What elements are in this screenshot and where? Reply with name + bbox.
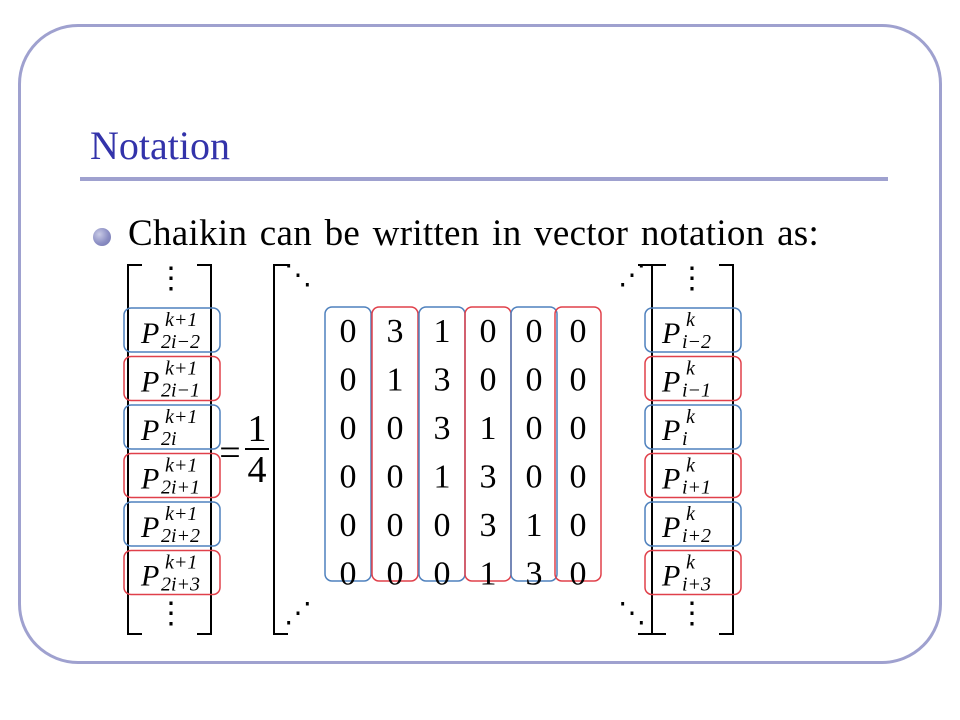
matrix-cell: 0 [479,313,497,350]
left-vector-vdots-bottom: ⋮ [156,597,186,630]
fraction-denominator: 4 [247,449,267,491]
matrix-ddots-bottom-right: ⋱ [618,598,646,629]
left-vector-entry-superscript: k+1 [165,454,198,477]
matrix-cell: 3 [479,507,497,544]
matrix-cell: 0 [569,313,587,350]
left-vector-entry-superscript: k+1 [165,503,198,525]
right-vector-entry-superscript: k [686,357,695,380]
left-vector-entry-subscript: 2i−2 [161,331,201,353]
matrix-cell: 0 [525,410,543,447]
left-vector-entry-symbol: P [141,414,160,447]
right-vector-entry-superscript: k [686,454,695,477]
right-vector-entry-symbol: P [662,462,681,496]
matrix-cell: 0 [386,410,404,447]
matrix-cell: 0 [569,458,587,496]
matrix-cell: 1 [433,313,451,350]
matrix-cell: 0 [339,555,357,593]
matrix-udots-bottom-left: ⋰ [284,598,312,629]
right-vector-entry-symbol: P [662,559,681,593]
left-vector-entry-superscript: k+1 [165,551,198,574]
matrix-cell: 0 [339,410,357,447]
right-vector-entry-subscript: i−1 [682,379,712,402]
right-vector-entry-subscript: i−2 [682,331,712,353]
left-vector-entry-symbol: P [141,462,160,496]
matrix-udots-top-right: ⋰ [618,260,646,291]
matrix-cell: 3 [433,410,451,447]
left-vector-entry-subscript: 2i+3 [161,573,201,596]
right-vector-entry-symbol: P [662,511,681,544]
slide-title: Notation [90,123,230,168]
left-vector-entry-superscript: k+1 [165,309,198,331]
left-vector-entry-symbol: P [141,365,160,399]
matrix-cell: 3 [386,313,404,350]
matrix-cell: 1 [479,410,497,447]
right-vector-vdots-bottom: ⋮ [677,597,707,630]
right-vector-entry-superscript: k [686,551,695,574]
left-vector-entry-symbol: P [141,559,160,593]
matrix-cell: 1 [386,361,404,399]
matrix-cell: 3 [433,361,451,399]
matrix-cell: 0 [386,507,404,544]
right-vector-entry-symbol: P [662,365,681,399]
right-vector-entry-superscript: k [686,503,695,525]
matrix-cell: 0 [433,507,451,544]
left-vector-entry-symbol: P [141,317,160,350]
left-vector-entry-subscript: 2i [161,428,177,450]
right-vector-entry-subscript: i [682,428,688,450]
bullet-text: Chaikin can be written in vector notation as: [128,213,820,254]
left-vector-entry-subscript: 2i+2 [161,525,201,547]
left-vector-entry-superscript: k+1 [165,406,198,428]
matrix-cell: 0 [386,458,404,496]
matrix-open-bracket [274,265,288,634]
fraction-numerator: 1 [247,408,267,450]
matrix-cell: 3 [525,555,543,593]
matrix-cell: 1 [433,458,451,496]
equals-sign: = [219,432,241,474]
left-vector-entry-symbol: P [141,511,160,544]
matrix-cell: 0 [339,458,357,496]
matrix-cell: 0 [339,507,357,544]
matrix-cell: 0 [525,361,543,399]
matrix-cell: 0 [525,458,543,496]
right-vector-entry-subscript: i+2 [682,525,712,547]
left-vector-entry-subscript: 2i+1 [161,476,201,499]
left-vector-entry-subscript: 2i−1 [161,379,201,402]
matrix-cell: 1 [525,507,543,544]
matrix-cell: 1 [479,555,497,593]
right-vector-entry-subscript: i+1 [682,476,712,499]
matrix-cell: 0 [339,361,357,399]
right-vector-vdots-top: ⋮ [677,262,707,295]
right-vector-entry-subscript: i+3 [682,573,712,596]
matrix-cell: 0 [386,555,404,593]
matrix-cell: 0 [525,313,543,350]
right-vector-entry-symbol: P [662,414,681,447]
matrix-cell: 3 [479,458,497,496]
left-vector-entry-superscript: k+1 [165,357,198,380]
right-vector-entry-superscript: k [686,309,695,331]
right-vector-entry-symbol: P [662,317,681,350]
matrix-cell: 0 [433,555,451,593]
matrix-cell: 0 [569,555,587,593]
left-vector-vdots-top: ⋮ [156,262,186,295]
matrix-cell: 0 [339,313,357,350]
matrix-ddots-top-left: ⋱ [284,260,312,291]
matrix-cell: 0 [479,361,497,399]
matrix-cell: 0 [569,361,587,399]
matrix-cell: 0 [569,410,587,447]
right-vector-entry-superscript: k [686,406,695,428]
matrix-cell: 0 [569,507,587,544]
